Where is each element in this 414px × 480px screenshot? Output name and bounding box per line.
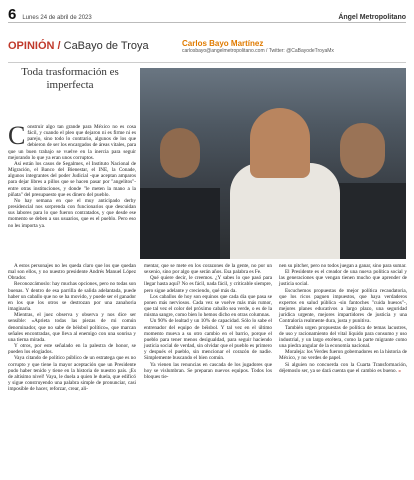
- photo-shape: [160, 128, 200, 178]
- paragraph: Qué quiere decir, le creemos. ¿Y sabes lo que pasó para llegar hasta aquí? No es fácil, nada fácil, y criticable siempre, pero sigue adelante y creciendo, qué más da.: [144, 275, 272, 294]
- page-header: [8, 6, 406, 23]
- author-contact: carlosbayo@angelmetropolitano.com / Twitter: @CaBayodeTroyaMx: [182, 48, 334, 54]
- paragraph-last: [279, 362, 407, 374]
- article-column-1-top: [8, 121, 136, 229]
- article-headline: Toda trasformación es imperfecta: [21, 66, 119, 91]
- paragraph: nen su pitcher, pero no todos juegan a ganar, sino para sumar.: [279, 263, 407, 269]
- paragraph: Un 90% de lealtad y un 10% de capacidad. Sólo lo sabe el entrenador del equipo de béisbol. Y tal vez en el último momento mueva a su otro cambio en el barrio, porque el pueblo para tener menos desigualdad, para seguir haciendo justicia social de verdad, sin olvidar que el pueblo es primero y después el pueblo, sin mencionar el corazón de nadie. Simplemente buscando el bien común.: [144, 318, 272, 362]
- photo-shape: [250, 108, 310, 178]
- section-title: [8, 40, 149, 52]
- author-name: Carlos Bayo Martínez: [182, 39, 264, 48]
- paragraph: El Presidente es el creador de una nueva política social y las generaciones que vengan tienen mucho que aprender de justicia social.: [279, 269, 407, 288]
- end-mark: «: [398, 367, 401, 374]
- paragraph: Si alguien no concuerda con la Cuarta Transformación, déjemoslo ser, ya se dará cuenta que el cambio es bueno.: [279, 361, 407, 374]
- article-column-3: [279, 263, 407, 374]
- paragraph: También urgen propuestas de política de temas lacustres, de uso y racionamiento del vital líquido para consumo y uso industrial, y un largo etcétera, como la parte migrante como una piedra angular de la economía nacional.: [279, 324, 407, 350]
- author-block: [182, 39, 334, 54]
- paragraph: onstruir algo tan grande para México no es cosa fácil, y cuando el pleo que dejaron ni es firme ni es parejo, sino todo lo contrario, algunos de los que debieron de ser los encargados de áreas vitales, para que un buen trabajo se vuelve en la inercia para seguir mejorando lo que ya eran unos corruptos.: [8, 124, 136, 161]
- article-photo: [140, 68, 406, 259]
- paragraph: mentar, que se mete en los corazones de la gente, no por un sexenio, sino por algo que serán años. Esa palabra es Fe.: [144, 263, 272, 276]
- paragraph: Mientras, el juez observa y observa y nos dice ser sensible: «Aprieta todas las piezas de mi común denominador, que no sabe de béisbol político», que marcan señales encontradas, que lleva al enemigo con una sonrisa y una tierna mirada.: [8, 312, 136, 343]
- photo-shape: [140, 188, 220, 259]
- page-number: 6: [8, 6, 17, 23]
- paragraph: No hay semana en que el muy anticipado derby presidencial nos sorprenda con funcionarios que descuidan sus labores para lo que fueron contratados, y que desde ese momento se deben a sus usuarios, que es el pueblo. Pero eso no les importa ya.: [8, 197, 136, 229]
- paragraph: Ya vienen las renuncias en cascada de los jugadores que hoy se vislumbran. Se preparan nuevos equipos. Todos los bloques tie-: [144, 361, 272, 380]
- paragraph: Escuchemos propuestas de mejor política recaudatoria, que los ricos paguen impuestos, que haya verdaderos expertos en salud pública -sin fantoches "cuida huesos"-, mejores planes educativos a largo plazo, una seguridad jurídica urgente, mejores impartidores de justicia y una Contraloría realmente dura, justa y punitiva.: [279, 287, 407, 325]
- paragraph: Vaya citando de político público de un estratega que es no corrupto y que tiene la mayor aceptación que un Presidente pudo haber tenido y tiene en la historia de nuestro país. ¡Es de altísimo nivel! Vaya, le duela a quien le duela, que edificó y sigue construyendo una palabra simple de pronunciar, casi imposible de hacer, reforzar, crear, ali-: [8, 355, 136, 393]
- section-label: OPINIÓN /: [8, 40, 61, 52]
- photo-shape: [330, 183, 406, 259]
- paragraph: Y otros, por este señalado en la palestra de honor, se pueden los elogiados.: [8, 343, 136, 356]
- paragraph: Moraleja: los Verdes fueron gobernadores en la historia de México, y no verdes de papel.: [279, 349, 407, 362]
- photo-shape: [340, 123, 385, 178]
- article-column-1-bottom: [8, 263, 136, 392]
- paragraph: Reconozcámoslo: hay muchas opciones, pero no todas son buenas. Y dentro de esa parrilla de salida adelantada, puede haber un caballo que no se ha movido, y puede ser el ganador en los que los otros se destrozan por una zanahoria imaginaria.: [8, 281, 136, 313]
- drop-cap: C: [8, 121, 26, 150]
- publication-name: Ángel Metropolitano: [338, 14, 406, 21]
- article-column-2: [144, 263, 272, 380]
- paragraph: Así están los casos de Segalmex, el Instituto Nacional de Migración, el Banco del Bienestar, el INE, la Conade, algunos integrantes del poder Judicial -que aceptan amparos para dejar libres a pillos que se hacen pasar por "angelitos"- entre otras instituciones, y donde "le meten la mano a la piñata" del presupuesto que es dinero del pueblo.: [8, 160, 136, 198]
- header-divider: [8, 62, 406, 63]
- paragraph: A estos personajes no les queda claro que los que quedan mal son ellos, y no nuestro presidente Andrés Manuel López Obrador.: [8, 263, 136, 282]
- column-name: CaBayo de Troya: [63, 40, 149, 52]
- issue-date: Lunes 24 de abril de 2023: [22, 15, 92, 21]
- paragraph: Los caballos de hoy son equinos que cada día que pasa se ponen más nerviosos. Cada vez se vuelve más más rumor, que tal vez el color del próximo caballo sea verde, o es de la misma sangre, como bien lo hemos dicho en otras columnas.: [144, 293, 272, 319]
